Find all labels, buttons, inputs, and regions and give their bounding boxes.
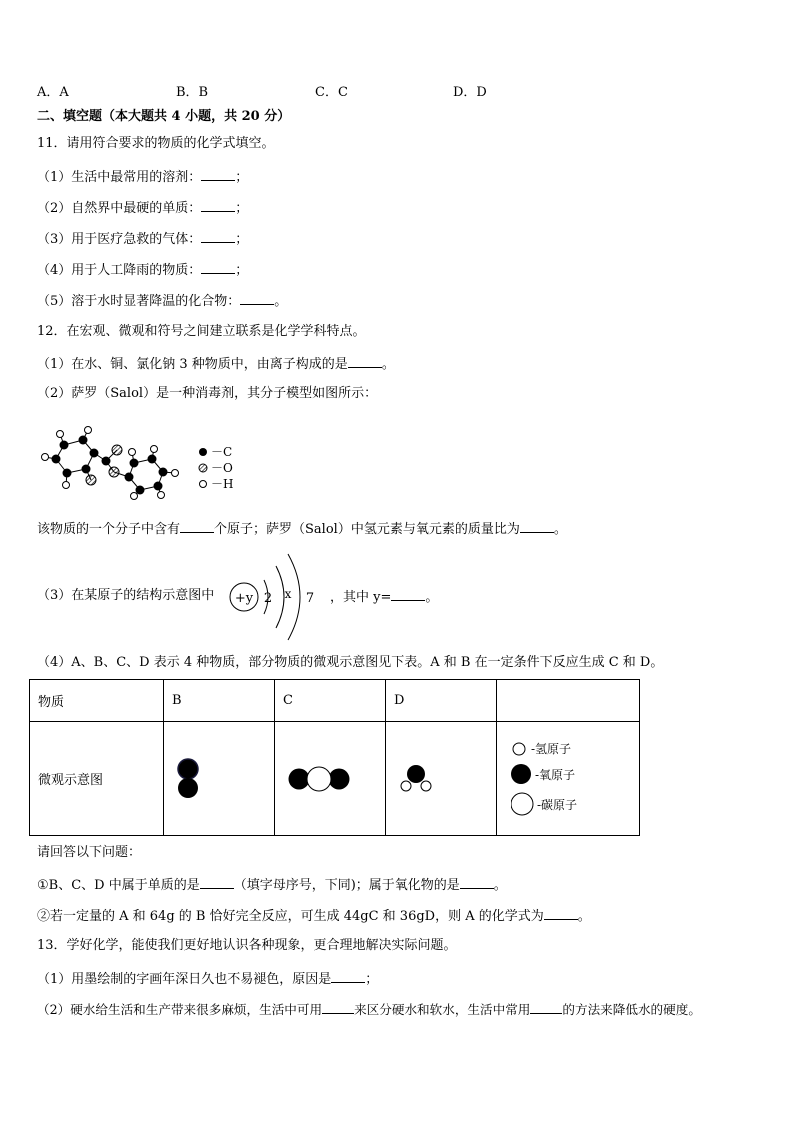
answer-blank[interactable] [322, 1000, 354, 1014]
table-row-label: 微观示意图 [30, 722, 164, 836]
hydrogen-atom-icon [511, 741, 531, 757]
micro-diagram-table [29, 679, 640, 836]
table-header-b: B [164, 680, 275, 722]
q11-stem: 11．请用符合要求的物质的化学式填空。 [37, 136, 275, 151]
q13-part2: （2）硬水给生活和生产带来很多麻烦，生活中可用 来区分硬水和软水，生活中常用 的方法来降低水的硬度。 [37, 1002, 701, 1017]
q11-item-4: （4）用于人工降雨的物质： ； [37, 260, 248, 280]
shell-1-electrons: 2 [263, 591, 273, 606]
option-a: A．A [37, 85, 69, 100]
option-b: B．B [176, 85, 209, 100]
table-header-legend [497, 680, 640, 722]
legend-c: －C [211, 445, 233, 459]
q13-part1: （1）用墨绘制的字画年深日久也不易褪色，原因是 ； [37, 969, 378, 989]
cell-d-molecule [386, 722, 497, 836]
q13-stem: 13．学好化学，能使我们更好地认识各种现象，更合理地解决实际问题。 [37, 938, 457, 953]
shell-3-electrons: 7 [305, 591, 315, 606]
legend-carbon [511, 791, 639, 817]
q11-item-2: （2）自然界中最硬的单质： ； [37, 198, 248, 218]
q12-sub1: ①B、C、D 中属于单质的是 （填字母序号，下同)；属于氧化物的是 。 [37, 875, 507, 895]
legend-oxygen [511, 762, 639, 786]
cell-c-molecule [275, 722, 386, 836]
q12-part4: （4）A、B、C、D 表示 4 种物质，部分物质的微观示意图见下表。A 和 B 在一定条件下反应生成 C 和 D。 [37, 655, 664, 670]
table-header-substance: 物质 [30, 680, 164, 722]
salol-molecule-diagram [36, 425, 246, 500]
q12-part1: （1）在水、铜、氯化钠 3 种物质中，由离子构成的是 。 [37, 354, 395, 374]
carbon-atom-icon [511, 791, 537, 817]
q11-item-1: （1）生活中最常用的溶剂： ； [37, 167, 248, 187]
legend-oxygen-label: -氧原子 [535, 767, 576, 782]
q12-part3-suffix: ，其中 y= 。 [330, 587, 438, 607]
q11-item-3: （3）用于医疗急救的气体： ； [37, 229, 248, 249]
option-c: C．C [315, 85, 348, 100]
oxygen-atom-icon [511, 762, 535, 786]
oxygen-legend-icon [199, 464, 207, 472]
answer-blank[interactable] [520, 519, 554, 533]
co2-molecule-icon [283, 759, 363, 799]
answer-blank[interactable] [180, 519, 214, 533]
hydrogen-legend-icon [200, 481, 207, 488]
carbon-legend-icon [199, 448, 207, 456]
q12-part2: （2）萨罗（Salol）是一种消毒剂，其分子模型如图所示： [37, 386, 378, 401]
nucleus-charge: +y [234, 591, 254, 606]
q12-sub2: ②若一定量的 A 和 64g 的 B 恰好完全反应，可生成 44gC 和 36gD，则 A 的化学式为 。 [37, 906, 591, 926]
answer-blank[interactable] [240, 291, 274, 305]
option-d: D．D [453, 85, 487, 100]
atom-structure-diagram [226, 552, 326, 642]
table-header-c: C [275, 680, 386, 722]
answer-blank[interactable] [201, 198, 235, 212]
legend-carbon-label: -碳原子 [537, 797, 578, 812]
shell-2-electrons: x [284, 587, 292, 601]
legend-hydrogen-label: -氢原子 [531, 742, 572, 756]
answer-blank[interactable] [200, 875, 234, 889]
legend-o: －O [211, 461, 233, 475]
answer-blank[interactable] [201, 260, 235, 274]
answer-blank[interactable] [391, 587, 425, 601]
answer-blank[interactable] [201, 167, 235, 181]
q12-part3-prefix: （3）在某原子的结构示意图中 [37, 588, 215, 603]
answer-blank[interactable] [331, 969, 365, 983]
cell-legend [497, 722, 640, 836]
legend-hydrogen [511, 740, 639, 757]
legend-h: －H [211, 477, 234, 491]
o2-molecule-icon [172, 754, 212, 804]
answer-blank[interactable] [544, 906, 578, 920]
section-title: 二、填空题（本大题共 4 小题，共 20 分） [37, 109, 291, 124]
answer-blank[interactable] [460, 875, 494, 889]
q12-stem: 12．在宏观、微观和符号之间建立联系是化学学科特点。 [37, 324, 366, 339]
h2o-molecule-icon [394, 759, 444, 799]
answer-blank[interactable] [201, 229, 235, 243]
table-header-d: D [386, 680, 497, 722]
q12-part2-question: 该物质的一个分子中含有 个原子；萨罗（Salol）中氢元素与氧元素的质量比为 。 [37, 519, 567, 539]
cell-b-molecule [164, 722, 275, 836]
answer-prompt: 请回答以下问题： [37, 845, 142, 860]
answer-blank[interactable] [530, 1000, 562, 1014]
q11-item-5: （5）溶于水时显著降温的化合物： 。 [37, 291, 287, 311]
answer-blank[interactable] [348, 354, 382, 368]
